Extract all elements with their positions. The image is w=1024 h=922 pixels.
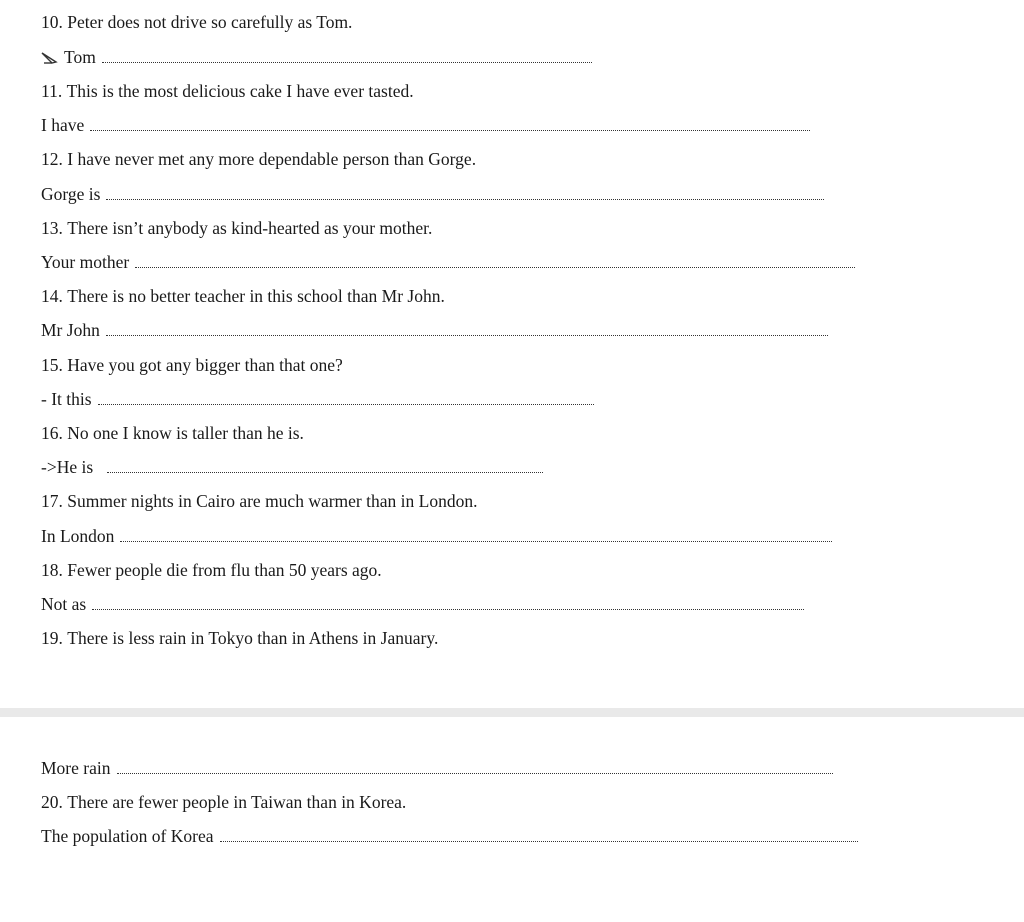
question-number: 19.: [41, 628, 63, 648]
answer-blank[interactable]: [92, 609, 804, 610]
answer-line-19: [41, 757, 833, 779]
answer-line-20: [41, 825, 858, 847]
question-text: There are fewer people in Taiwan than in Korea.: [67, 792, 407, 812]
question-number: 20.: [41, 792, 63, 812]
question-10: [41, 11, 352, 33]
page-break-divider: [0, 708, 1024, 717]
question-text: I have never met any more dependable person than Gorge.: [67, 149, 477, 169]
question-number: 12.: [41, 149, 63, 169]
question-14: [41, 285, 445, 307]
answer-line-12: [41, 183, 824, 205]
answer-prompt: Tom: [64, 47, 96, 67]
question-12: [41, 148, 476, 170]
page-bottom-section: [0, 717, 1024, 922]
question-text: This is the most delicious cake I have ever tasted.: [66, 81, 414, 101]
question-number: 10.: [41, 12, 63, 32]
question-15: [41, 354, 343, 376]
answer-line-14: [41, 319, 828, 341]
question-18: [41, 559, 382, 581]
answer-prompt: ->He is: [41, 457, 94, 477]
question-20: [41, 791, 406, 813]
answer-blank[interactable]: [106, 335, 828, 336]
question-13: [41, 217, 432, 239]
answer-prompt: - It this: [41, 389, 92, 409]
answer-prompt: The population of Korea: [41, 826, 214, 846]
answer-prompt: More rain: [41, 758, 111, 778]
question-16: [41, 422, 304, 444]
question-number: 14.: [41, 286, 63, 306]
question-number: 16.: [41, 423, 63, 443]
answer-blank[interactable]: [220, 841, 858, 842]
answer-blank[interactable]: [107, 472, 543, 473]
answer-line-18: [41, 593, 804, 615]
answer-blank[interactable]: [98, 404, 594, 405]
answer-prompt: I have: [41, 115, 85, 135]
answer-blank[interactable]: [106, 199, 824, 200]
answer-line-15: [41, 388, 594, 410]
question-11: [41, 80, 414, 102]
answer-blank[interactable]: [120, 541, 832, 542]
answer-prompt: Not as: [41, 594, 87, 614]
answer-line-13: [41, 251, 855, 273]
question-text: Have you got any bigger than that one?: [67, 355, 343, 375]
answer-blank[interactable]: [135, 267, 855, 268]
answer-prompt: Gorge is: [41, 184, 101, 204]
question-text: Summer nights in Cairo are much warmer than in London.: [67, 491, 478, 511]
question-17: [41, 490, 477, 512]
answer-prompt: Your mother: [41, 252, 130, 272]
pencil-icon: [41, 51, 59, 65]
question-text: There isn’t anybody as kind-hearted as your mother.: [67, 218, 433, 238]
question-number: 15.: [41, 355, 63, 375]
question-number: 11.: [41, 81, 63, 101]
answer-blank[interactable]: [90, 130, 810, 131]
answer-line-10: [41, 46, 592, 68]
question-number: 13.: [41, 218, 63, 238]
question-text: Fewer people die from flu than 50 years ago.: [67, 560, 382, 580]
answer-blank[interactable]: [102, 62, 592, 63]
question-text: There is no better teacher in this school than Mr John.: [67, 286, 445, 306]
answer-line-16: [41, 456, 543, 478]
question-text: Peter does not drive so carefully as Tom.: [67, 12, 353, 32]
answer-prompt: Mr John: [41, 320, 100, 340]
question-19: [41, 627, 438, 649]
question-number: 18.: [41, 560, 63, 580]
answer-line-11: [41, 114, 810, 136]
question-text: No one I know is taller than he is.: [67, 423, 304, 443]
answer-prompt: In London: [41, 526, 115, 546]
answer-blank[interactable]: [117, 773, 833, 774]
question-text: There is less rain in Tokyo than in Athens in January.: [67, 628, 439, 648]
question-number: 17.: [41, 491, 63, 511]
answer-line-17: [41, 525, 832, 547]
